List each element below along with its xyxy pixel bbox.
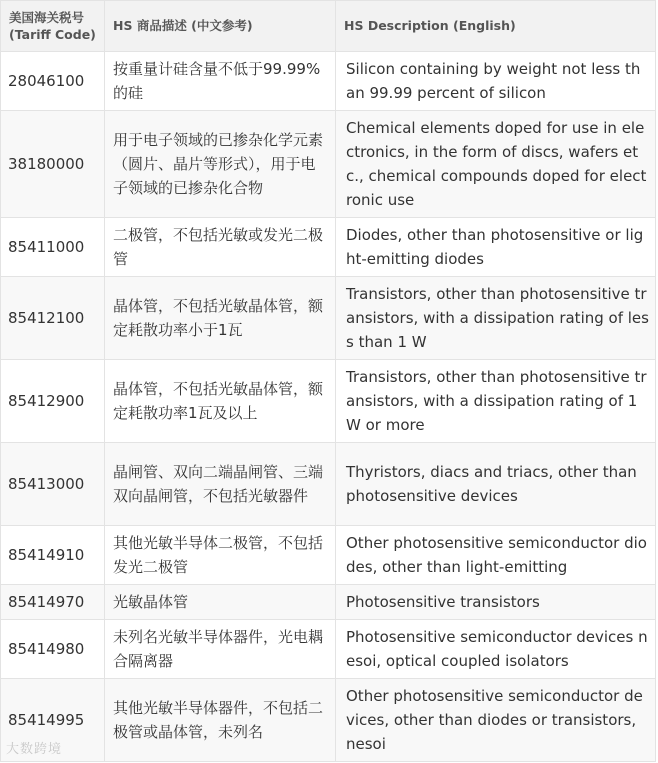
cn-desc-cell: 晶闸管、双向二端晶闸管、三端双向晶闸管，不包括光敏器件 <box>105 443 336 526</box>
tariff-code-cell: 85413000 <box>1 443 105 526</box>
tariff-code-cell: 85414980 <box>1 620 105 679</box>
table-row <box>1 277 656 360</box>
en-desc-cell: Photosensitive semiconductor devices nesoi, optical coupled isolators <box>336 620 656 679</box>
watermark-text: 大数跨境 <box>6 742 63 757</box>
cn-desc-cell: 未列名光敏半导体器件，光电耦合隔离器 <box>105 620 336 679</box>
table-row <box>1 52 656 111</box>
table-row <box>1 443 656 526</box>
en-desc-cell: Transistors, other than photosensitive transistors, with a dissipation rating of 1 W or more <box>336 360 656 443</box>
en-desc-cell: Other photosensitive semiconductor diodes, other than light-emitting <box>336 526 656 585</box>
en-desc-cell: Diodes, other than photosensitive or light-emitting diodes <box>336 218 656 277</box>
cn-desc-cell: 二极管，不包括光敏或发光二极管 <box>105 218 336 277</box>
table-row <box>1 679 656 762</box>
tariff-code-cell: 85412900 <box>1 360 105 443</box>
table-row <box>1 620 656 679</box>
cn-desc-cell: 晶体管，不包括光敏晶体管，额定耗散功率1瓦及以上 <box>105 360 336 443</box>
en-desc-cell: Chemical elements doped for use in electronics, in the form of discs, wafers etc., chemical compounds doped for electronic use <box>336 111 656 218</box>
table-row <box>1 218 656 277</box>
tariff-code-cell: 85411000 <box>1 218 105 277</box>
en-desc-cell: Other photosensitive semiconductor devices, other than diodes or transistors, nesoi <box>336 679 656 762</box>
tariff-code-cell: 85414910 <box>1 526 105 585</box>
cn-desc-cell: 其他光敏半导体二极管，不包括发光二极管 <box>105 526 336 585</box>
tariff-code-cell: 38180000 <box>1 111 105 218</box>
header-row <box>1 1 656 52</box>
header-en-desc: HS Description (English) <box>336 1 656 52</box>
cn-desc-cell: 其他光敏半导体器件，不包括二极管或晶体管，未列名 <box>105 679 336 762</box>
header-cn-desc: HS 商品描述 (中文参考) <box>105 1 336 52</box>
en-desc-cell: Photosensitive transistors <box>336 585 656 620</box>
tariff-code-cell: 28046100 <box>1 52 105 111</box>
table-row <box>1 360 656 443</box>
en-desc-cell: Transistors, other than photosensitive transistors, with a dissipation rating of less than 1 W <box>336 277 656 360</box>
tariff-code-cell: 85414970 <box>1 585 105 620</box>
tariff-code-cell: 85414995 <box>1 679 105 762</box>
table-header <box>1 1 656 52</box>
cn-desc-cell: 光敏晶体管 <box>105 585 336 620</box>
header-code-line2: (Tariff Code) <box>9 27 96 42</box>
tariff-code-cell: 85412100 <box>1 277 105 360</box>
en-desc-cell: Silicon containing by weight not less than 99.99 percent of silicon <box>336 52 656 111</box>
cn-desc-cell: 晶体管，不包括光敏晶体管，额定耗散功率小于1瓦 <box>105 277 336 360</box>
header-code-line1: 美国海关税号 <box>9 10 85 25</box>
cn-desc-cell: 用于电子领域的已掺杂化学元素（圆片、晶片等形式），用于电子领域的已掺杂化合物 <box>105 111 336 218</box>
watermark <box>6 738 62 757</box>
header-tariff-code <box>1 1 105 52</box>
table-row <box>1 585 656 620</box>
cn-desc-cell: 按重量计硅含量不低于99.99%的硅 <box>105 52 336 111</box>
table-row <box>1 111 656 218</box>
table-row <box>1 526 656 585</box>
en-desc-cell: Thyristors, diacs and triacs, other than photosensitive devices <box>336 443 656 526</box>
